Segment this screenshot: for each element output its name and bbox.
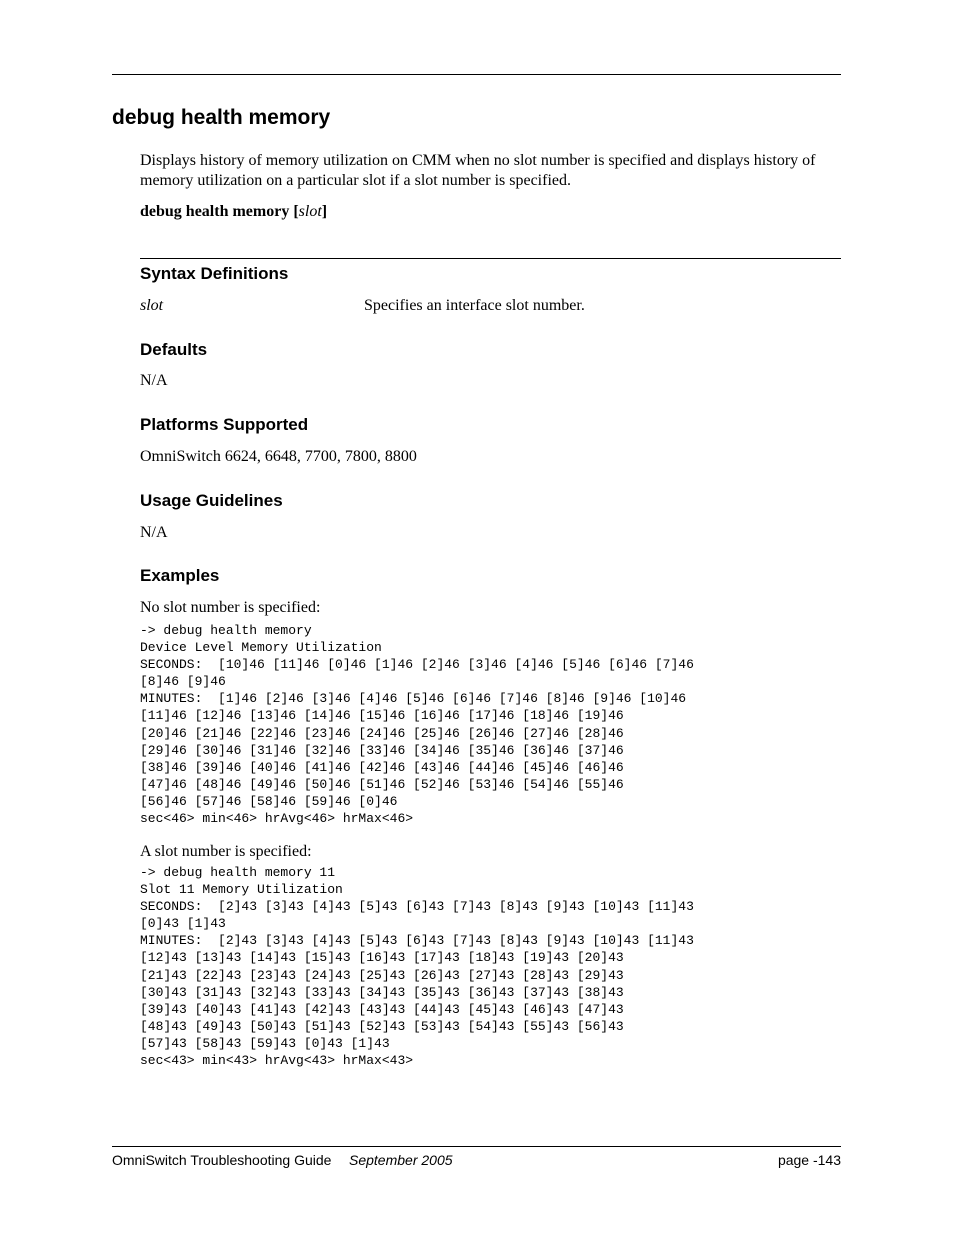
description: Displays history of memory utilization on CMM when no slot number is specified and displays history of memory utilization on a particular slot if a slot number is specified. xyxy=(140,152,816,189)
code-line: [57]43 [58]43 [59]43 [0]43 [1]43 xyxy=(140,1035,390,1051)
syntax-term: slot xyxy=(140,297,164,314)
code-line: [12]43 [13]43 [14]43 [15]43 [16]43 [17]43 [18]43 [19]43 [20]43 xyxy=(140,950,624,966)
code-line: [8]46 [9]46 xyxy=(140,674,226,690)
usage-heading: Usage Guidelines xyxy=(140,491,283,510)
footer-date: September 2005 xyxy=(349,1152,453,1168)
example2-code xyxy=(140,864,694,1069)
code-line: SECONDS: [10]46 [11]46 [0]46 [1]46 [2]46 [3]46 [4]46 [5]46 [6]46 [7]46 xyxy=(140,657,694,673)
footer-guide: OmniSwitch Troubleshooting Guide xyxy=(112,1152,332,1168)
syntax-definitions-heading: Syntax Definitions xyxy=(140,264,289,283)
code-line: Device Level Memory Utilization xyxy=(140,640,382,656)
code-line: [20]46 [21]46 [22]46 [23]46 [24]46 [25]46 [26]46 [27]46 [28]46 xyxy=(140,725,624,741)
defaults-text: N/A xyxy=(140,372,168,389)
syntax-command: debug health memory [ xyxy=(140,203,299,220)
platforms-heading: Platforms Supported xyxy=(140,415,309,434)
syntax-close: ] xyxy=(321,203,328,220)
platforms-text: OmniSwitch 6624, 6648, 7700, 7800, 8800 xyxy=(140,448,417,465)
command-syntax xyxy=(140,202,327,222)
footer-page: page -143 xyxy=(777,1152,841,1168)
code-line: [38]46 [39]46 [40]46 [41]46 [42]46 [43]46 [44]46 [45]46 [46]46 xyxy=(140,759,624,775)
code-line: MINUTES: [1]46 [2]46 [3]46 [4]46 [5]46 [6]46 [7]46 [8]46 [9]46 [10]46 xyxy=(140,691,687,707)
code-line: sec<46> min<46> hrAvg<46> hrMax<46> xyxy=(140,811,414,827)
code-line: SECONDS: [2]43 [3]43 [4]43 [5]43 [6]43 [7]43 [8]43 [9]43 [10]43 [11]43 xyxy=(140,899,694,915)
footer-rule xyxy=(112,1146,841,1147)
code-line: [29]46 [30]46 [31]46 [32]46 [33]46 [34]46 [35]46 [36]46 [37]46 xyxy=(140,742,624,758)
syntax-param: slot xyxy=(298,203,322,220)
code-line: -> debug health memory 11 xyxy=(140,865,336,880)
top-rule xyxy=(112,74,841,75)
code-line: [56]46 [57]46 [58]46 [59]46 [0]46 xyxy=(140,793,398,809)
syntax-definition: Specifies an interface slot number. xyxy=(364,297,585,314)
code-line: [11]46 [12]46 [13]46 [14]46 [15]46 [16]46 [17]46 [18]46 [19]46 xyxy=(140,708,624,724)
example1-code xyxy=(140,622,694,827)
usage-text: N/A xyxy=(140,524,168,541)
code-line: [0]43 [1]43 xyxy=(140,916,226,932)
example1-intro: No slot number is specified: xyxy=(140,599,321,616)
page-title: debug health memory xyxy=(112,106,331,129)
section-rule xyxy=(140,258,841,259)
code-line: [48]43 [49]43 [50]43 [51]43 [52]43 [53]43 [54]43 [55]43 [56]43 xyxy=(140,1018,624,1034)
code-line: sec<43> min<43> hrAvg<43> hrMax<43> xyxy=(140,1053,414,1069)
code-line: [30]43 [31]43 [32]43 [33]43 [34]43 [35]43 [36]43 [37]43 [38]43 xyxy=(140,984,624,1000)
examples-heading: Examples xyxy=(140,566,220,585)
defaults-heading: Defaults xyxy=(140,340,208,359)
code-line: [21]43 [22]43 [23]43 [24]43 [25]43 [26]43 [27]43 [28]43 [29]43 xyxy=(140,967,624,983)
code-line: Slot 11 Memory Utilization xyxy=(140,882,343,898)
code-line: -> debug health memory xyxy=(140,623,312,638)
code-line: MINUTES: [2]43 [3]43 [4]43 [5]43 [6]43 [7]43 [8]43 [9]43 [10]43 [11]43 xyxy=(140,933,694,949)
code-line: [39]43 [40]43 [41]43 [42]43 [43]43 [44]43 [45]43 [46]43 [47]43 xyxy=(140,1001,624,1017)
example2-intro: A slot number is specified: xyxy=(140,843,312,860)
code-line: [47]46 [48]46 [49]46 [50]46 [51]46 [52]46 [53]46 [54]46 [55]46 xyxy=(140,776,624,792)
